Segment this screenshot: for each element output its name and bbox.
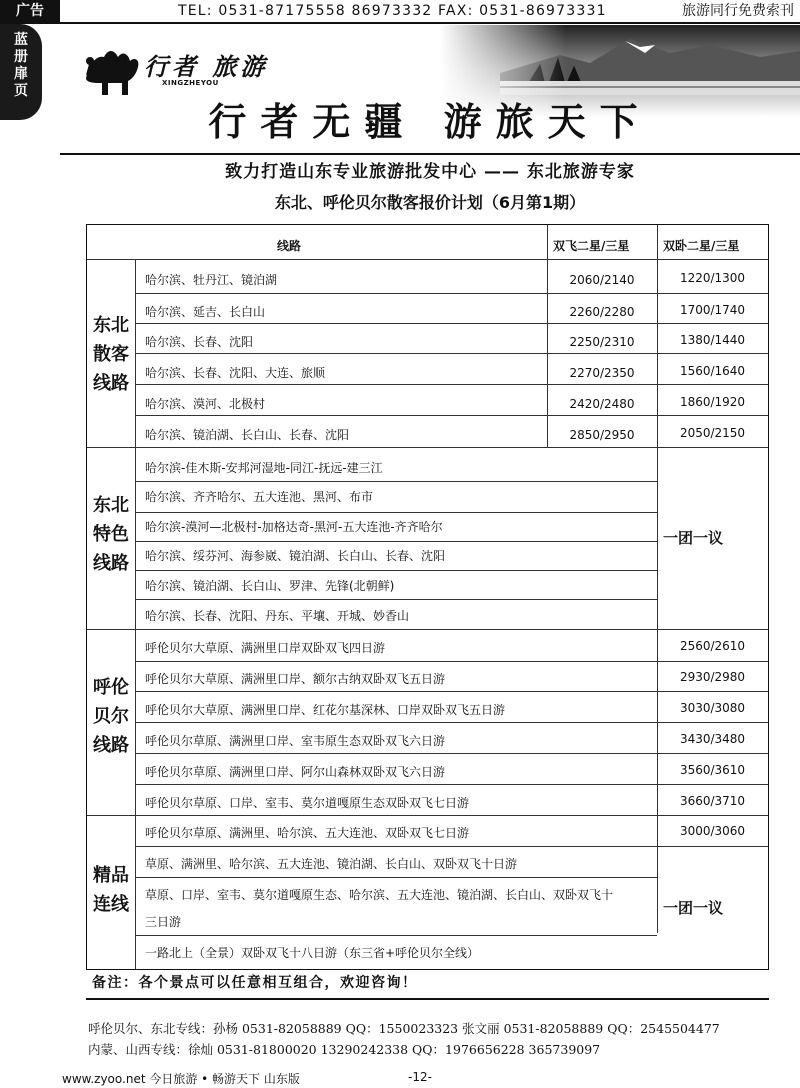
table-row-route: 哈尔滨、镜泊湖、长白山、罗津、先锋(北朝鲜)	[145, 579, 395, 593]
table-row-price: 3000/3060	[679, 824, 746, 838]
remark-note: 备注：各个景点可以任意相互组合，欢迎咨询！	[92, 975, 418, 991]
side-tab	[0, 24, 42, 120]
index-label: 旅游同行免费索刊	[682, 3, 794, 19]
divider	[135, 784, 768, 785]
table-row-route: 呼伦贝尔大草原、满洲里口岸、额尔古纳双卧双飞五日游	[145, 672, 446, 686]
contacts	[88, 1018, 720, 1060]
region-label-dongbei-sanke	[83, 311, 139, 398]
page-number: -12-	[408, 1070, 432, 1084]
table-row-air-price: 2850/2950	[569, 428, 635, 442]
table-row-route: 哈尔滨、延吉、长白山	[145, 305, 266, 319]
region-label-line: 连线	[93, 894, 129, 915]
table-row-price: 3560/3610	[679, 763, 746, 777]
brand-logo-text: 行者 旅游	[144, 52, 269, 81]
divider	[135, 481, 657, 482]
table-row-route: 呼伦贝尔草原、满洲里、哈尔滨、五大连池、双卧双飞七日游	[145, 826, 470, 840]
side-tab-char: 扉	[14, 66, 28, 82]
table-row-sleeper-price: 1860/1920	[679, 395, 746, 409]
divider	[87, 815, 768, 816]
region-label-hulunbeier	[83, 673, 139, 760]
table-row-price: 3430/3480	[679, 732, 746, 746]
contact-line: 呼伦贝尔、东北专线：孙杨 0531-82058889 QQ：1550023323 张文丽 0531-82058889 QQ：2545504477	[88, 1021, 720, 1036]
table-row-price: 3030/3080	[679, 701, 746, 715]
table-row-price: 2560/2610	[679, 639, 746, 653]
side-tab-char: 页	[14, 83, 28, 99]
region-label-line: 贝尔	[93, 706, 129, 727]
table-row-route: 一路北上（全景）双卧双飞十八日游（东三省+呼伦贝尔全线）	[145, 946, 480, 960]
header-contact: TEL: 0531-87175558 86973332 FAX: 0531-86973331	[178, 3, 607, 19]
divider	[87, 259, 768, 260]
divider	[135, 877, 657, 878]
table-row-sleeper-price: 1700/1740	[679, 303, 746, 317]
brand-logo-sub: XINGZHEYOU	[162, 79, 219, 87]
table-row-route: 哈尔滨、镜泊湖、长白山、长春、沈阳	[145, 428, 350, 442]
divider	[135, 661, 768, 662]
divider	[135, 570, 657, 571]
divider	[135, 691, 768, 692]
table-row-route: 哈尔滨、长春、沈阳、大连、旅顺	[145, 366, 326, 380]
table-row-route: 哈尔滨、长春、沈阳、丹东、平壤、开城、妙香山	[145, 609, 410, 623]
region-label-line: 散客	[93, 344, 129, 365]
divider	[87, 629, 768, 630]
table-row-route: 草原、口岸、室韦、莫尔道嘎原生态、哈尔滨、五大连池、镜泊湖、长白山、双卧双飞十	[145, 888, 614, 902]
divider	[135, 541, 657, 542]
table-row-air-price: 2060/2140	[569, 273, 635, 287]
table-row-route: 呼伦贝尔草原、满洲里口岸、阿尔山森林双卧双飞六日游	[145, 765, 446, 779]
divider	[135, 415, 768, 416]
divider	[135, 935, 657, 936]
table-row-route-cont: 三日游	[145, 915, 182, 929]
divider	[547, 225, 548, 259]
ad-label: 广告	[0, 0, 60, 22]
table-row-route: 哈尔滨-佳木斯-安邦河湿地-同江-抚远-建三江	[145, 461, 383, 475]
region-label-line: 线路	[93, 373, 129, 394]
table-row-air-price: 2420/2480	[569, 397, 635, 411]
table-row-price: 2930/2980	[679, 670, 746, 684]
tagline: 致力打造山东专业旅游批发中心 —— 东北旅游专家	[225, 162, 635, 182]
divider	[135, 353, 768, 354]
table-row-sleeper-price: 2050/2150	[679, 426, 746, 440]
table-row-air-price: 2270/2350	[569, 366, 635, 380]
region-label-line: 东北	[93, 315, 129, 336]
divider	[135, 323, 768, 324]
table-row-route: 呼伦贝尔大草原、满洲里口岸双卧双飞四日游	[145, 641, 386, 655]
region-label-dongbei-tese	[83, 491, 139, 578]
slogan: 行者无疆 游旅天下	[208, 99, 652, 144]
divider	[86, 998, 769, 1000]
table-row-price: 3660/3710	[679, 794, 746, 808]
table-row-route: 哈尔滨、长春、沈阳	[145, 335, 254, 349]
side-tab-char: 册	[14, 49, 28, 65]
plan-title: 东北、呼伦贝尔散客报价计划（6月第1期）	[274, 193, 586, 212]
footer-site: www.zyoo.net 今日旅游 • 畅游天下 山东版	[62, 1072, 300, 1086]
divider	[135, 384, 768, 385]
side-tab-char: 蓝	[14, 32, 28, 48]
table-row-air-price: 2250/2310	[569, 335, 635, 349]
group-negotiation-price: 一团一议	[663, 529, 724, 547]
top-bar	[0, 0, 800, 24]
table-row-air-price: 2260/2280	[569, 305, 635, 319]
divider	[135, 846, 768, 847]
table-row-route: 草原、满洲里、哈尔滨、五大连池、镜泊湖、长白山、双卧双飞十日游	[145, 857, 518, 871]
divider	[135, 512, 657, 513]
region-label-line: 精品	[93, 865, 129, 886]
group-negotiation-price: 一团一议	[663, 899, 724, 917]
divider	[135, 753, 768, 754]
divider	[135, 722, 768, 723]
table-row-route: 哈尔滨、齐齐哈尔、五大连池、黑河、布市	[145, 490, 374, 504]
table-row-route: 哈尔滨、牡丹江、镜泊湖	[145, 273, 278, 287]
divider	[135, 293, 768, 294]
region-label-line: 呼伦	[93, 677, 129, 698]
price-table	[86, 224, 769, 970]
header-air: 双飞二星/三星	[553, 239, 630, 253]
region-label-jingpin	[83, 861, 139, 919]
table-row-route: 哈尔滨、绥芬河、海参崴、镜泊湖、长白山、长春、沈阳	[145, 549, 446, 563]
header-route: 线路	[277, 239, 302, 253]
table-row-route: 哈尔滨-漠河—北极村-加格达奇-黑河-五大连池-齐齐哈尔	[145, 520, 443, 534]
divider	[87, 447, 768, 448]
table-row-route: 哈尔滨、漠河、北极村	[145, 397, 266, 411]
region-label-line: 东北	[93, 495, 129, 516]
table-row-route: 呼伦贝尔大草原、满洲里口岸、红花尔基深林、口岸双卧双飞五日游	[145, 703, 506, 717]
divider	[135, 599, 657, 600]
divider	[60, 153, 800, 155]
contact-line: 内蒙、山西专线：徐灿 0531-81800020 13290242338 QQ：1976656228 365739097	[88, 1042, 601, 1057]
table-row-sleeper-price: 1560/1640	[679, 364, 746, 378]
header-sleeper: 双卧二星/三星	[663, 239, 740, 253]
region-label-line: 特色	[93, 524, 129, 545]
region-label-line: 线路	[93, 553, 129, 574]
table-row-sleeper-price: 1380/1440	[679, 333, 746, 347]
table-row-route: 呼伦贝尔草原、口岸、室韦、莫尔道嘎原生态双卧双飞七日游	[145, 796, 470, 810]
table-row-sleeper-price: 1220/1300	[679, 271, 746, 285]
region-label-line: 线路	[93, 735, 129, 756]
table-row-route: 呼伦贝尔草原、满洲里口岸、室韦原生态双卧双飞六日游	[145, 734, 446, 748]
